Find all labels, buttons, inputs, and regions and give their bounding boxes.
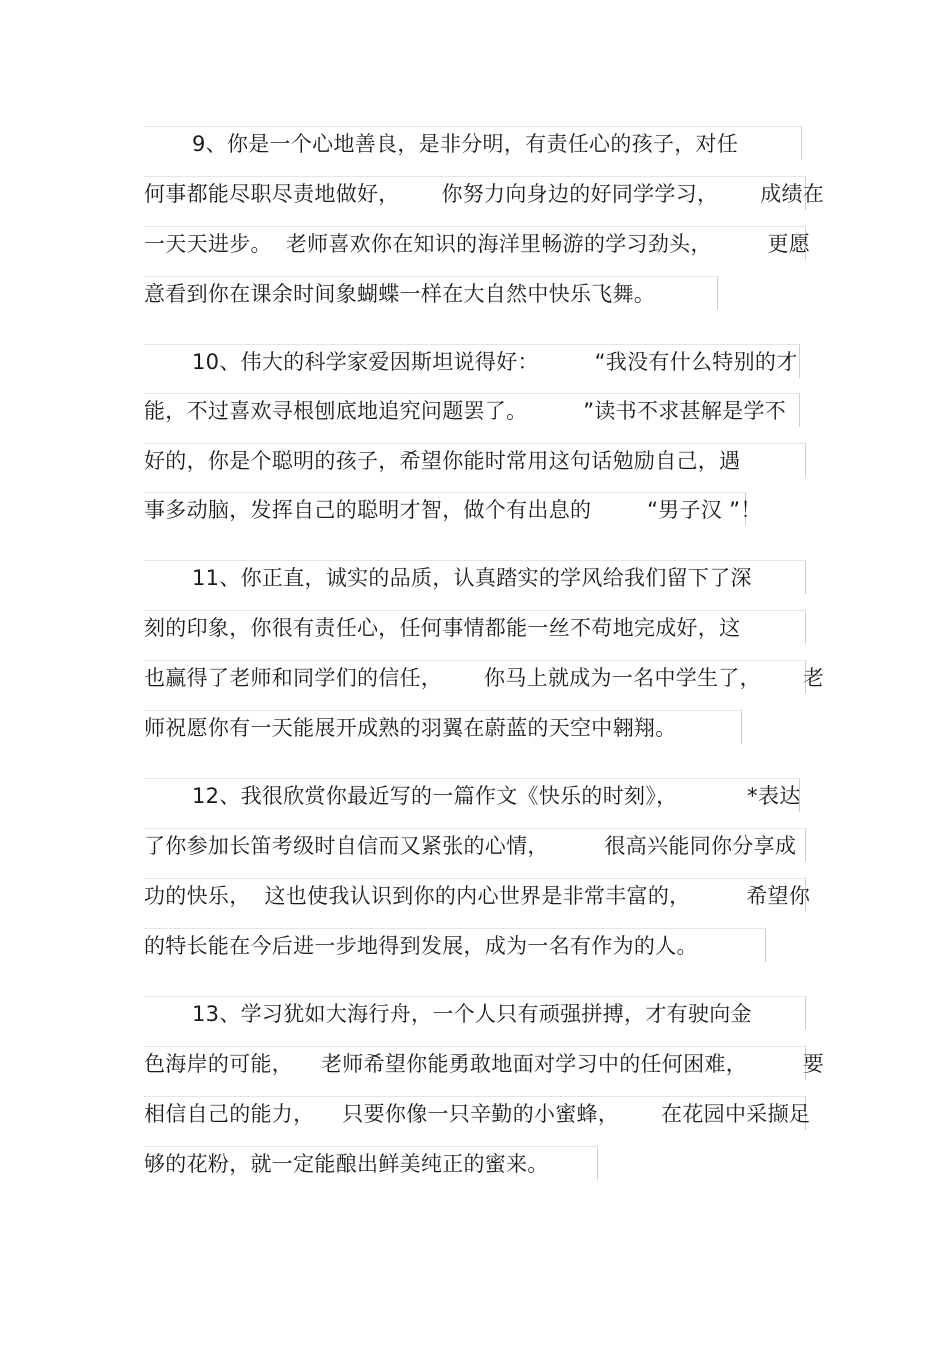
paragraph-11-line-1: 11、你正直，诚实的品质，认真踏实的学风给我们留下了深: [144, 560, 806, 594]
paragraph-13-line-3: 相信自己的能力， 只要你像一只辛勤的小蜜蜂， 在花园中采撷足: [144, 1096, 806, 1130]
paragraph-12-line-1: 12、我很欣赏你最近写的一篇作文《快乐的时刻》， *表达: [144, 778, 800, 812]
paragraph-11-line-3: 也赢得了老师和同学们的信任， 你马上就成为一名中学生了， 老: [144, 660, 806, 694]
paragraph-9-line-1: 9、你是一个心地善良，是非分明，有责任心的孩子，对任: [144, 126, 802, 160]
paragraph-11-line-2: 刻的印象，你很有责任心，任何事情都能一丝不苟地完成好，这: [144, 610, 806, 644]
paragraph-11-line-4: 师祝愿你有一天能展开成熟的羽翼在蔚蓝的天空中翱翔。: [144, 710, 742, 744]
paragraph-13-line-2: 色海岸的可能， 老师希望你能勇敢地面对学习中的任何困难， 要: [144, 1046, 806, 1080]
paragraph-12-line-3: 功的快乐， 这也使我认识到你的内心世界是非常丰富的， 希望你: [144, 878, 806, 912]
paragraph-10-line-1: 10、伟大的科学家爱因斯坦说得好： “我没有什么特别的才: [144, 344, 800, 378]
paragraph-9-line-4: 意看到你在课余时间象蝴蝶一样在大自然中快乐飞舞。: [144, 276, 718, 310]
paragraph-13-line-4: 够的花粉，就一定能酿出鲜美纯正的蜜来。: [144, 1146, 598, 1180]
paragraph-13-line-1: 13、学习犹如大海行舟，一个人只有顽强拼搏，才有驶向金: [144, 996, 806, 1030]
paragraph-10-line-4: 事多动脑，发挥自己的聪明才智，做个有出息的 “男子汉 ”！: [144, 492, 746, 526]
paragraph-10-line-2: 能，不过喜欢寻根刨底地追究问题罢了。 ”读书不求甚解是学不: [144, 393, 800, 427]
paragraph-12-line-4: 的特长能在今后进一步地得到发展，成为一名有作为的人。: [144, 928, 766, 962]
paragraph-10-line-3: 好的，你是个聪明的孩子，希望你能时常用这句话勉励自己，遇: [144, 443, 806, 477]
paragraph-9-line-3: 一天天进步。 老师喜欢你在知识的海洋里畅游的学习劲头， 更愿: [144, 226, 806, 260]
paragraph-9-line-2: 何事都能尽职尽责地做好， 你努力向身边的好同学学习， 成绩在: [144, 176, 806, 210]
paragraph-12-line-2: 了你参加长笛考级时自信而又紧张的心情， 很高兴能同你分享成: [144, 828, 806, 862]
